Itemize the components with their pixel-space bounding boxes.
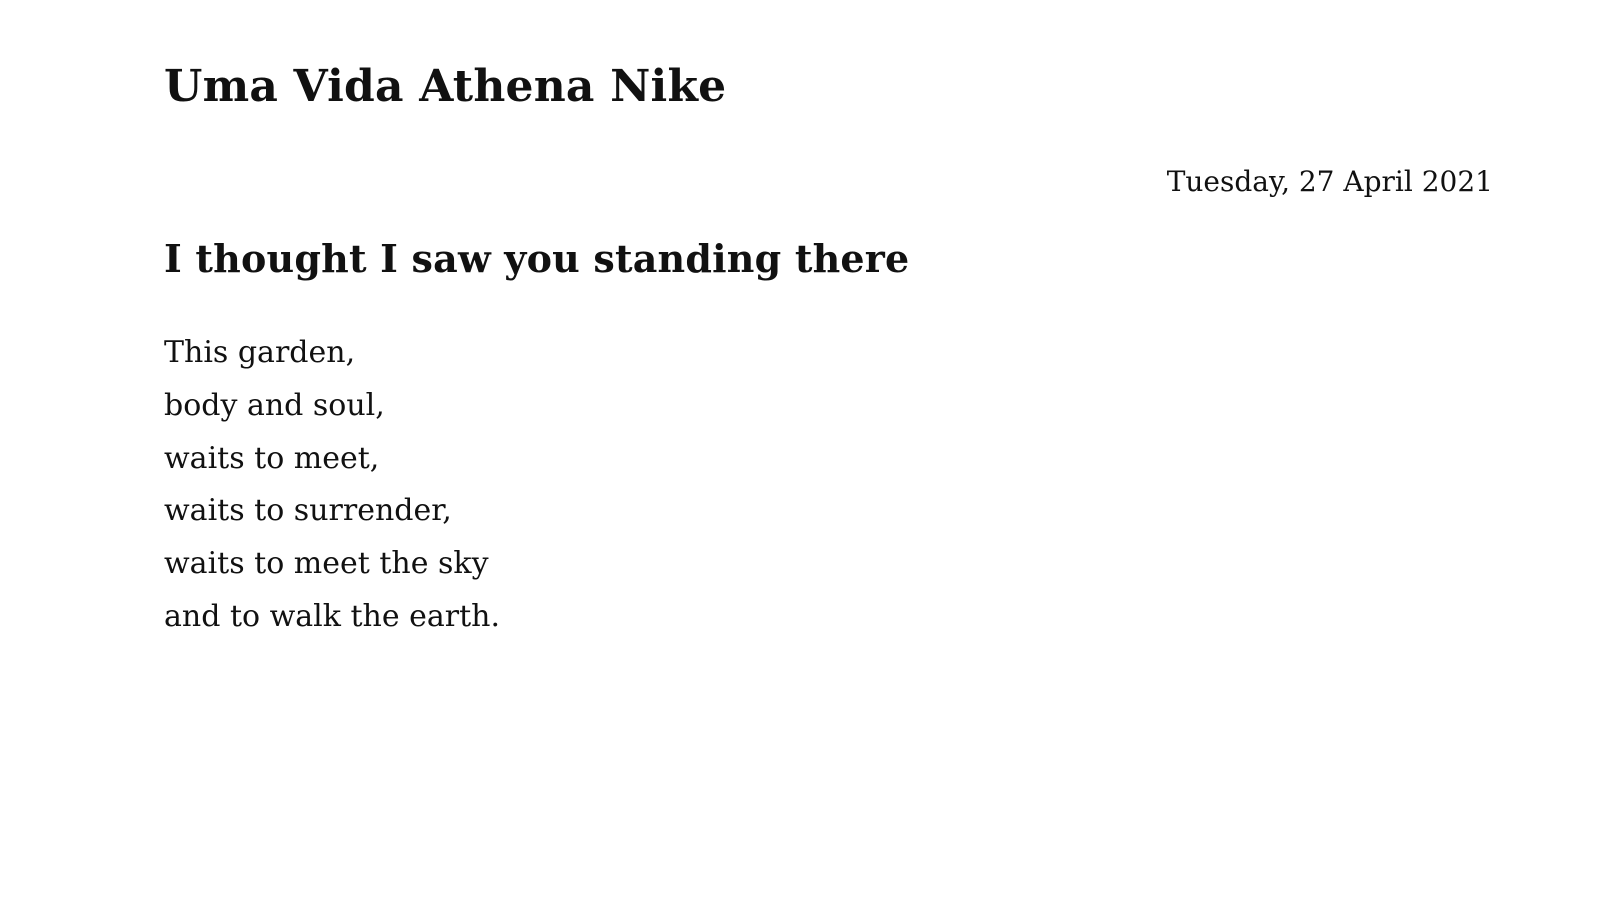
poem-title: I thought I saw you standing there — [164, 236, 910, 281]
poem-line: body and soul, — [164, 387, 385, 423]
poem-line: and to walk the earth. — [164, 598, 501, 634]
poem-line: waits to meet the sky — [164, 546, 489, 582]
poem-body — [164, 327, 500, 644]
date-line: Tuesday, 27 April 2021 — [1166, 165, 1493, 198]
poem-line: waits to surrender, — [164, 493, 452, 529]
author-name: Uma Vida Athena Nike — [164, 61, 727, 112]
poem-line: This garden, — [164, 335, 356, 370]
poem-line: waits to meet, — [164, 440, 380, 476]
